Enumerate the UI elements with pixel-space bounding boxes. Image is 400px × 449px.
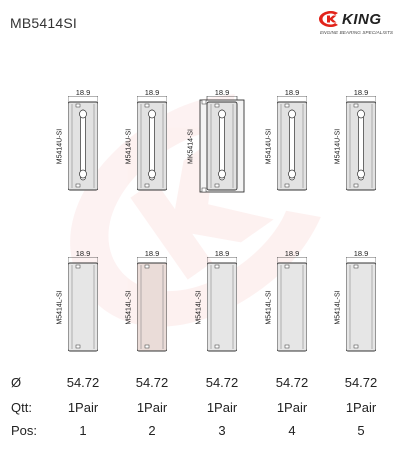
lower-part-label-1: M5414L-SI bbox=[56, 290, 64, 325]
pos-cell-1: 1 bbox=[79, 423, 87, 438]
upper-bearing-1 bbox=[68, 96, 98, 196]
upper-part-label-1: M5414U-SI bbox=[56, 128, 64, 165]
quantity-label: Qtt: bbox=[11, 400, 32, 415]
diameter-cell-2: 54.72 bbox=[135, 375, 169, 390]
upper-part-label-3: MK5414-SI bbox=[187, 128, 195, 165]
lower-bearing-3 bbox=[207, 257, 237, 357]
diameter-cell-1: 54.72 bbox=[66, 375, 100, 390]
upper-part-label-2: M5414U-SI bbox=[125, 128, 133, 165]
diameter-label: Ø bbox=[11, 375, 22, 390]
upper-bearing-3 bbox=[199, 96, 245, 196]
upper-dimension-3: 18.9 bbox=[214, 88, 230, 97]
logo-tagline: ENGINE BEARING SPECIALISTS bbox=[320, 30, 394, 35]
upper-dimension-2: 18.9 bbox=[144, 88, 160, 97]
diameter-cell-4: 54.72 bbox=[275, 375, 309, 390]
king-logo bbox=[318, 10, 394, 40]
upper-dimension-4: 18.9 bbox=[284, 88, 300, 97]
lower-bearing-5 bbox=[346, 257, 376, 357]
upper-part-label-4: M5414U-SI bbox=[265, 128, 273, 165]
upper-bearing-5 bbox=[346, 96, 376, 196]
qty-cell-1: 1Pair bbox=[67, 400, 99, 415]
lower-part-label-2: M5414L-SI bbox=[125, 290, 133, 325]
qty-cell-3: 1Pair bbox=[206, 400, 238, 415]
upper-dimension-5: 18.9 bbox=[353, 88, 369, 97]
diameter-cell-5: 54.72 bbox=[344, 375, 378, 390]
upper-dimension-1: 18.9 bbox=[75, 88, 91, 97]
qty-cell-5: 1Pair bbox=[345, 400, 377, 415]
lower-bearing-1 bbox=[68, 257, 98, 357]
part-number-title: MB5414SI bbox=[10, 15, 77, 31]
lower-dimension-3: 18.9 bbox=[214, 249, 230, 258]
upper-part-label-5: M5414U-SI bbox=[334, 128, 342, 165]
position-label: Pos: bbox=[11, 423, 38, 438]
lower-dimension-2: 18.9 bbox=[144, 249, 160, 258]
logo-wordmark: KING bbox=[342, 11, 382, 28]
king-logo-icon bbox=[318, 10, 344, 28]
pos-cell-4: 4 bbox=[288, 423, 296, 438]
diameter-cell-3: 54.72 bbox=[205, 375, 239, 390]
upper-bearing-2 bbox=[137, 96, 167, 196]
lower-bearing-4 bbox=[277, 257, 307, 357]
lower-dimension-5: 18.9 bbox=[353, 249, 369, 258]
pos-cell-2: 2 bbox=[148, 423, 156, 438]
pos-cell-5: 5 bbox=[357, 423, 365, 438]
lower-part-label-5: M5414L-SI bbox=[334, 290, 342, 325]
lower-bearing-2 bbox=[137, 257, 167, 357]
lower-part-label-4: M5414L-SI bbox=[265, 290, 273, 325]
qty-cell-2: 1Pair bbox=[136, 400, 168, 415]
lower-dimension-4: 18.9 bbox=[284, 249, 300, 258]
upper-bearing-4 bbox=[277, 96, 307, 196]
qty-cell-4: 1Pair bbox=[276, 400, 308, 415]
lower-dimension-1: 18.9 bbox=[75, 249, 91, 258]
lower-part-label-3: M5414L-SI bbox=[195, 290, 203, 325]
pos-cell-3: 3 bbox=[218, 423, 226, 438]
